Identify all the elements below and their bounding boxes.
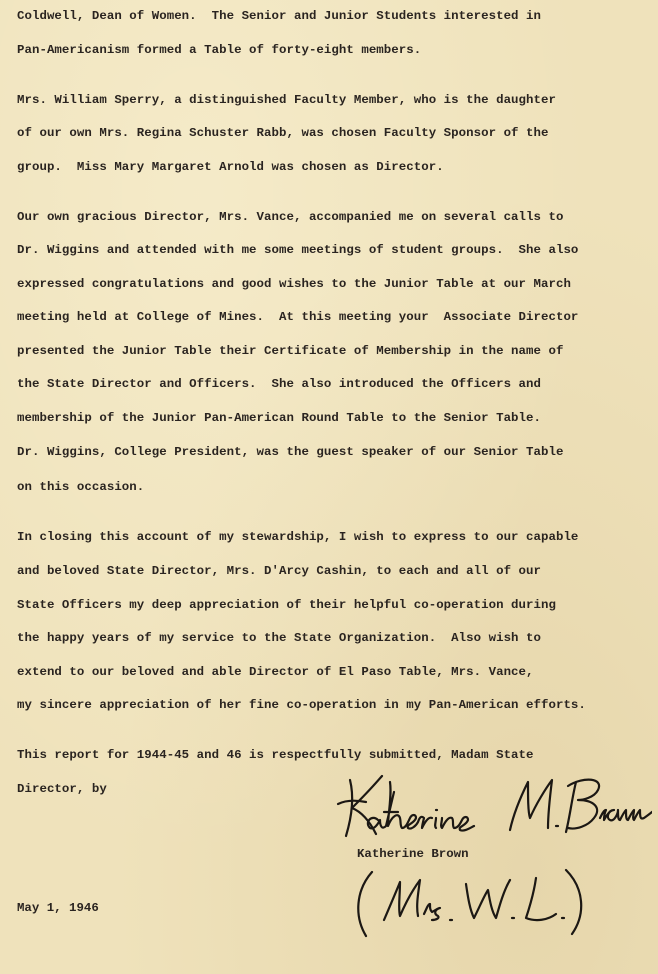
letter-line: Director, by [17, 782, 107, 796]
letter-line: the State Director and Officers. She also introduced the Officers and [17, 377, 541, 391]
letter-line: In closing this account of my stewardship, I wish to express to our capable [17, 530, 579, 544]
letter-line: Pan-Americanism formed a Table of forty-eight members. [17, 43, 422, 57]
letter-line: my sincere appreciation of her fine co-operation in my Pan-American efforts. [17, 698, 586, 712]
letter-line: membership of the Junior Pan-American Round Table to the Senior Table. [17, 411, 541, 425]
letter-line: Our own gracious Director, Mrs. Vance, accompanied me on several calls to [17, 210, 564, 224]
letter-line: Dr. Wiggins, College President, was the guest speaker of our Senior Table [17, 445, 564, 459]
typed-signature-name: Katherine Brown [357, 847, 469, 861]
letter-line: Mrs. William Sperry, a distinguished Faculty Member, who is the daughter [17, 93, 556, 107]
letter-line: expressed congratulations and good wishes to the Junior Table at our March [17, 277, 571, 291]
letter-line: meeting held at College of Mines. At this meeting your Associate Director [17, 310, 579, 324]
letter-line: extend to our beloved and able Director of El Paso Table, Mrs. Vance, [17, 665, 534, 679]
letter-line: on this occasion. [17, 480, 145, 494]
letter-line: the happy years of my service to the State Organization. Also wish to [17, 631, 541, 645]
letter-line: This report for 1944-45 and 46 is respectfully submitted, Madam State [17, 748, 534, 762]
letter-line: and beloved State Director, Mrs. D'Arcy Cashin, to each and all of our [17, 564, 541, 578]
handwritten-mrs-note-image [350, 862, 590, 944]
signature-image [332, 768, 652, 848]
letter-line: Coldwell, Dean of Women. The Senior and Junior Students interested in [17, 9, 541, 23]
letter-line: Dr. Wiggins and attended with me some meetings of student groups. She also [17, 243, 579, 257]
letter-line: State Officers my deep appreciation of their helpful co-operation during [17, 598, 556, 612]
letter-line: of our own Mrs. Regina Schuster Rabb, was chosen Faculty Sponsor of the [17, 126, 549, 140]
letter-line: group. Miss Mary Margaret Arnold was chosen as Director. [17, 160, 444, 174]
letter-date: May 1, 1946 [17, 901, 99, 915]
letter-line: presented the Junior Table their Certificate of Membership in the name of [17, 344, 564, 358]
